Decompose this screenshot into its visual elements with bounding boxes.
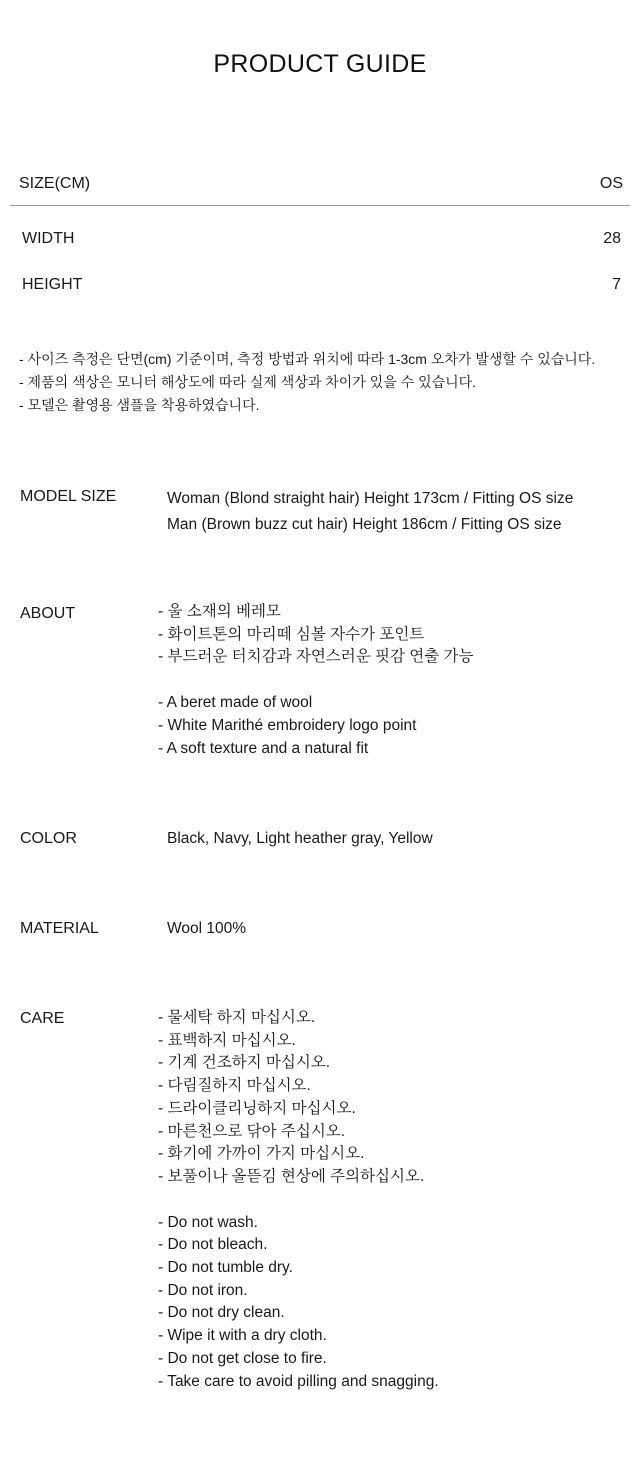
size-row-width bbox=[22, 230, 621, 248]
care-line: - Wipe it with a dry cloth. bbox=[158, 1327, 327, 1345]
size-table-header bbox=[19, 175, 623, 193]
about-line: - 부드러운 터치감과 자연스러운 핏감 연출 가능 bbox=[158, 648, 474, 666]
model-size-line: Woman (Blond straight hair) Height 173cm / Fitting OS size bbox=[167, 490, 574, 507]
size-header-label: SIZE(CM) bbox=[19, 175, 91, 192]
color-value: Black, Navy, Light heather gray, Yellow bbox=[167, 830, 433, 847]
care-line: - 물세탁 하지 마십시오. bbox=[158, 1009, 316, 1026]
note-line: - 제품의 색상은 모니터 해상도에 따라 실제 색상과 차이가 있을 수 있습니다. bbox=[19, 374, 477, 390]
size-row-value: 28 bbox=[603, 230, 621, 247]
size-row-label: WIDTH bbox=[22, 230, 75, 247]
care-line: - 보풀이나 올뜯김 현상에 주의하십시오. bbox=[158, 1167, 425, 1185]
care-line: - 화기에 가까이 가지 마십시오. bbox=[158, 1145, 365, 1163]
color-label: COLOR bbox=[20, 830, 77, 847]
care-line: - 다림질하지 마십시오. bbox=[158, 1077, 311, 1095]
care-line: - 드라이클리닝하지 마십시오. bbox=[158, 1099, 356, 1117]
care-line: - Do not bleach. bbox=[158, 1236, 268, 1254]
material-label: MATERIAL bbox=[20, 920, 99, 937]
about-line: - 화이트톤의 마리떼 심볼 자수가 포인트 bbox=[158, 625, 425, 643]
care-line: - 마른천으로 닦아 주십시오. bbox=[158, 1122, 346, 1140]
page-title: PRODUCT GUIDE bbox=[213, 50, 427, 78]
size-table-divider bbox=[10, 205, 630, 206]
care-line: - Do not tumble dry. bbox=[158, 1259, 293, 1277]
care-content bbox=[158, 1007, 439, 1393]
care-line: - Do not wash. bbox=[158, 1213, 258, 1231]
care-line: - 기계 건조하지 마십시오. bbox=[158, 1054, 331, 1072]
size-notes bbox=[19, 348, 619, 417]
care-line: - Do not dry clean. bbox=[158, 1304, 285, 1322]
size-header-value: OS bbox=[599, 175, 623, 192]
about-content bbox=[158, 601, 474, 760]
care-line: - Take care to avoid pilling and snagging. bbox=[158, 1372, 439, 1390]
care-label: CARE bbox=[20, 1010, 65, 1027]
model-size-content bbox=[167, 486, 573, 538]
size-row-label: HEIGHT bbox=[22, 276, 83, 293]
size-row-height bbox=[22, 276, 621, 294]
model-size-line: Man (Brown buzz cut hair) Height 186cm / Fitting OS size bbox=[167, 516, 562, 533]
note-line: - 모델은 촬영용 샘플을 착용하였습니다. bbox=[19, 397, 260, 413]
model-size-label: MODEL SIZE bbox=[20, 488, 117, 505]
size-row-value: 7 bbox=[612, 276, 621, 293]
about-line: - 울 소재의 베레모 bbox=[158, 603, 281, 620]
material-value: Wool 100% bbox=[167, 920, 246, 937]
about-label: ABOUT bbox=[20, 605, 76, 622]
about-line: - White Marithé embroidery logo point bbox=[158, 716, 417, 734]
care-line: - Do not iron. bbox=[158, 1281, 248, 1299]
care-line: - 표백하지 마십시오. bbox=[158, 1031, 296, 1049]
care-line: - Do not get close to fire. bbox=[158, 1349, 327, 1367]
about-line: - A beret made of wool bbox=[158, 694, 313, 712]
about-line: - A soft texture and a natural fit bbox=[158, 739, 369, 757]
note-line: - 사이즈 측정은 단면(cm) 기준이며, 측정 방법과 위치에 따라 1-3cm 오차가 발생할 수 있습니다. bbox=[19, 351, 596, 367]
